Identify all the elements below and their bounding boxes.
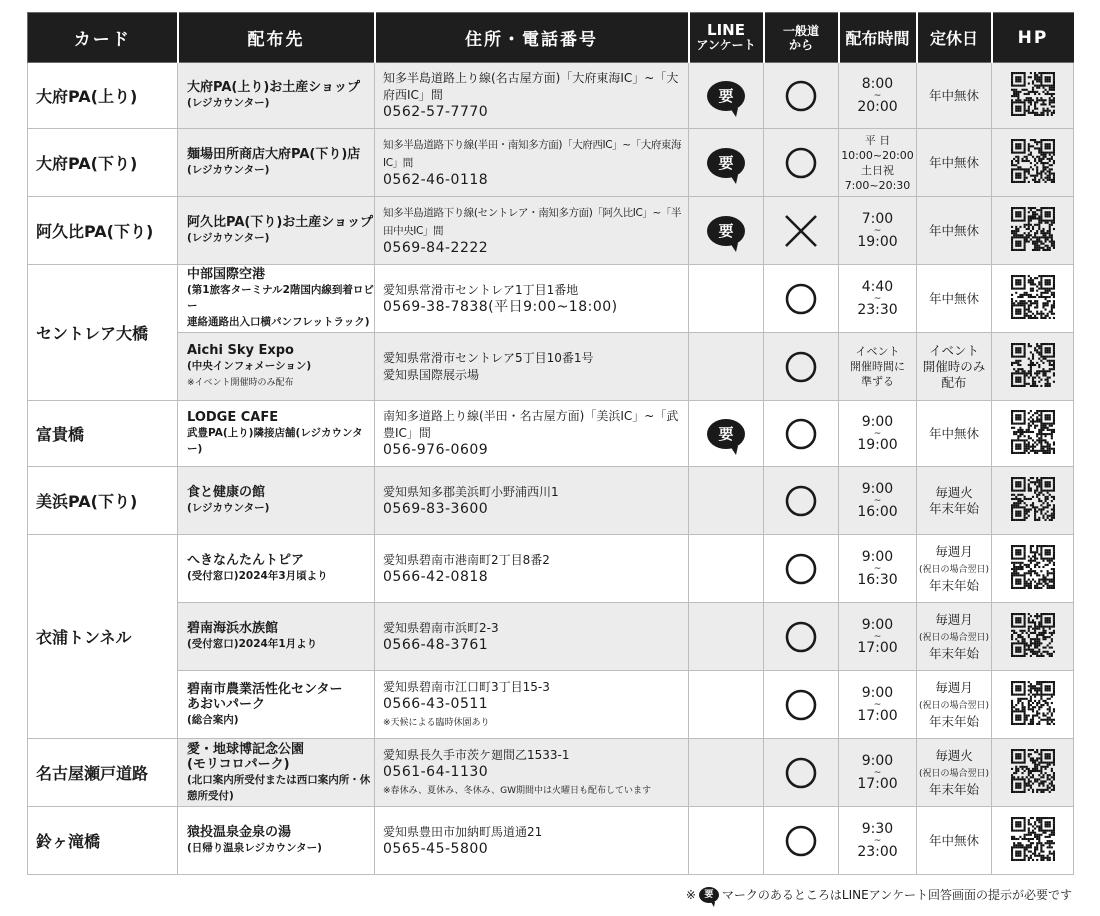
line-survey-cell xyxy=(689,129,764,197)
distributor-cell xyxy=(178,535,375,603)
distributor-cell xyxy=(178,197,375,265)
closed-day: イベント xyxy=(928,342,979,358)
distributor-location: (中央インフォメーション) xyxy=(187,359,312,372)
address: 愛知県常滑市セントレア5丁目10番1号 xyxy=(383,350,594,365)
header-hours: 配布時間 xyxy=(839,13,917,63)
address: 知多半島道路下り線(セントレア・南知多方面)「阿久比IC」~「半田中央IC」間 xyxy=(383,207,682,237)
available-circle-icon xyxy=(784,756,818,790)
hours-open: 7:00 xyxy=(861,210,894,227)
header-line-survey: LINE アンケート xyxy=(689,13,764,63)
closed-days-cell xyxy=(917,603,992,671)
phone-number: 0561-64-1130 xyxy=(383,764,489,780)
footnote-prefix: ※ xyxy=(685,887,696,902)
hours-open: 9:00 xyxy=(861,548,894,565)
address-cell xyxy=(375,467,689,535)
hours-cell xyxy=(839,671,917,739)
public-road-cell xyxy=(764,197,839,265)
hours-cell xyxy=(839,265,917,333)
available-circle-icon xyxy=(784,484,818,518)
footnote xyxy=(686,886,1072,903)
line-required-badge-icon: 要 xyxy=(707,148,745,178)
hours-separator: ~ xyxy=(873,835,882,846)
table-row xyxy=(28,739,1074,807)
address: 愛知県豊田市加納町馬道通21 xyxy=(383,824,543,839)
closed-days-cell xyxy=(917,535,992,603)
qr-code-icon[interactable] xyxy=(1011,749,1055,793)
phone-number: 0562-46-0118 xyxy=(383,172,489,188)
address-2: 愛知県国際展示場 xyxy=(383,367,480,382)
available-circle-icon xyxy=(784,282,818,316)
closed-days-cell xyxy=(917,333,992,401)
distributor-location: (受付窓口)2024年3月頃より xyxy=(187,570,328,582)
hours-separator: ~ xyxy=(873,631,882,642)
hours-line: 7:00~20:30 xyxy=(844,178,911,192)
table-row xyxy=(28,603,1074,671)
header-card: カード xyxy=(28,13,178,63)
hours-open: 9:00 xyxy=(861,480,894,497)
line-required-badge-icon: 要 xyxy=(699,887,719,903)
line-survey-cell xyxy=(689,333,764,401)
closed-days-cell xyxy=(917,129,992,197)
address-cell xyxy=(375,333,689,401)
card-name: セントレア大橋 xyxy=(28,265,178,401)
distributor-name: 大府PA(上り)お土産ショップ xyxy=(187,80,361,95)
hours-close: 19:00 xyxy=(857,233,898,250)
line-survey-cell xyxy=(689,197,764,265)
available-circle-icon xyxy=(784,417,818,451)
distributor-location: (総合案内) xyxy=(187,713,239,726)
hours-cell xyxy=(839,401,917,467)
public-road-cell xyxy=(764,63,839,129)
line-required-badge-icon: 要 xyxy=(707,216,745,246)
hours-close: 17:00 xyxy=(857,707,898,724)
address-cell xyxy=(375,739,689,807)
hours-cell xyxy=(839,739,917,807)
qr-code-icon[interactable] xyxy=(1011,72,1055,116)
line-survey-cell xyxy=(689,603,764,671)
hours-cell xyxy=(839,129,917,197)
line-survey-cell xyxy=(689,671,764,739)
hp-cell xyxy=(992,535,1074,603)
closed-days-cell xyxy=(917,265,992,333)
distributor-name: 碧南海浜水族館 xyxy=(187,621,279,636)
address-cell xyxy=(375,807,689,875)
card-name: 美浜PA(下り) xyxy=(28,467,178,535)
hours-close: 16:00 xyxy=(857,503,898,520)
table-row xyxy=(28,807,1074,875)
distributor-cell xyxy=(178,739,375,807)
phone-number: 0562-57-7770 xyxy=(383,104,489,120)
closed-day-extra: 年末年始 xyxy=(928,713,979,729)
table-row xyxy=(28,401,1074,467)
qr-code-icon[interactable] xyxy=(1011,613,1055,657)
hours-open: 8:00 xyxy=(861,75,894,92)
hp-cell xyxy=(992,739,1074,807)
header-public-road: 一般道 から xyxy=(764,13,839,63)
closed-day-note: 開催時のみ xyxy=(922,358,986,374)
address-cell xyxy=(375,603,689,671)
public-road-cell xyxy=(764,129,839,197)
distributor-name: 食と健康の館 xyxy=(187,485,266,500)
closed-day: 年中無休 xyxy=(928,425,979,441)
distribution-table-sheet xyxy=(27,12,1073,875)
distributor-location: (レジカウンター) xyxy=(187,97,270,109)
hours-cell xyxy=(839,603,917,671)
distributor-cell xyxy=(178,63,375,129)
hours-close: 23:00 xyxy=(857,843,898,860)
distributor-cell xyxy=(178,265,375,333)
table-row xyxy=(28,467,1074,535)
closed-days-cell xyxy=(917,739,992,807)
hours-line: 土日祝 xyxy=(861,163,894,177)
qr-code-icon[interactable] xyxy=(1011,477,1055,521)
hp-cell xyxy=(992,265,1074,333)
closed-day: 年中無休 xyxy=(928,222,979,238)
hours-separator: ~ xyxy=(873,563,882,574)
available-circle-icon xyxy=(784,79,818,113)
hours-cell xyxy=(839,467,917,535)
line-survey-cell xyxy=(689,265,764,333)
closed-day: 毎週月 xyxy=(935,679,973,695)
closed-day: 毎週火 xyxy=(935,747,973,763)
hp-cell xyxy=(992,401,1074,467)
closed-days-cell xyxy=(917,807,992,875)
closed-day: 年中無休 xyxy=(928,290,979,306)
hours-line: 平 日 xyxy=(864,133,891,147)
hours-separator: ~ xyxy=(873,767,882,778)
hp-cell xyxy=(992,671,1074,739)
closed-day-note: (祝日の場合翌日) xyxy=(918,564,990,575)
qr-code-icon[interactable] xyxy=(1011,139,1055,183)
address-cell xyxy=(375,129,689,197)
distributor-cell xyxy=(178,603,375,671)
distributor-cell xyxy=(178,129,375,197)
distributor-location: (受付窓口)2024年1月より xyxy=(187,638,318,650)
public-road-cell xyxy=(764,739,839,807)
distributor-name: 碧南市農業活性化センター xyxy=(187,681,343,697)
phone-number: 056-976-0609 xyxy=(383,442,489,458)
hours-close: 19:00 xyxy=(857,436,898,453)
closed-day: 年中無休 xyxy=(928,154,979,170)
hours-open: 9:00 xyxy=(861,684,894,701)
available-circle-icon xyxy=(784,688,818,722)
phone-number: 0566-43-0511 xyxy=(383,696,489,712)
distributor-location: 武豊PA(上り)隣接店舗(レジカウンター) xyxy=(187,427,363,455)
hours-cell xyxy=(839,63,917,129)
closed-days-cell xyxy=(917,197,992,265)
hours-cell xyxy=(839,535,917,603)
closed-day: 毎週月 xyxy=(935,543,973,559)
closed-day-extra: 年末年始 xyxy=(928,500,979,516)
hp-cell xyxy=(992,603,1074,671)
qr-code-icon[interactable] xyxy=(1011,410,1055,454)
hours-separator: ~ xyxy=(873,293,882,304)
hours-line: イベント xyxy=(855,345,900,358)
closed-days-cell xyxy=(917,671,992,739)
distributor-cell xyxy=(178,807,375,875)
closed-day: 年中無休 xyxy=(928,832,979,848)
public-road-cell xyxy=(764,265,839,333)
hours-close: 23:30 xyxy=(857,301,898,318)
qr-code-icon[interactable] xyxy=(1011,545,1055,589)
closed-day-note: (祝日の場合翌日) xyxy=(918,768,990,779)
closed-day: 毎週月 xyxy=(935,611,973,627)
hp-cell xyxy=(992,197,1074,265)
header-distributor: 配布先 xyxy=(178,13,375,63)
public-road-cell xyxy=(764,807,839,875)
header-closed: 定休日 xyxy=(917,13,992,63)
closed-days-cell xyxy=(917,467,992,535)
distributor-cell xyxy=(178,467,375,535)
qr-code-icon[interactable] xyxy=(1011,343,1055,387)
distributor-location: (北口案内所受付または西口案内所・休憩所受付) xyxy=(187,773,371,802)
line-survey-cell xyxy=(689,535,764,603)
address-cell xyxy=(375,197,689,265)
line-survey-cell xyxy=(689,807,764,875)
phone-number: 0569-38-7838(平日9:00~18:00) xyxy=(383,298,618,315)
card-name: 大府PA(上り) xyxy=(28,63,178,129)
qr-code-icon[interactable] xyxy=(1011,681,1055,725)
phone-number: 0569-83-3600 xyxy=(383,500,489,517)
card-name: 鈴ヶ滝橋 xyxy=(28,807,178,875)
distributor-location: (日帰り温泉レジカウンター) xyxy=(187,842,322,854)
table-row xyxy=(28,333,1074,401)
distributor-name: へきなんたんトピア xyxy=(187,553,305,568)
address: 愛知県知多郡美浜町小野浦西川1 xyxy=(383,484,559,499)
phone-number: 0565-45-5800 xyxy=(383,840,489,857)
address-cell xyxy=(375,265,689,333)
distributor-name: 愛・地球博記念公園 xyxy=(187,741,305,757)
hours-cell xyxy=(839,807,917,875)
distributor-name-2: あおいパーク xyxy=(187,696,266,712)
table-row xyxy=(28,265,1074,333)
hours-line: 10:00~20:00 xyxy=(841,148,914,162)
public-road-cell xyxy=(764,671,839,739)
closed-days-cell xyxy=(917,63,992,129)
public-road-cell xyxy=(764,603,839,671)
distributor-name-2: (モリコロパーク) xyxy=(187,756,290,772)
line-required-badge-icon: 要 xyxy=(707,419,745,449)
closed-day-extra: 年末年始 xyxy=(928,577,979,593)
qr-code-icon[interactable] xyxy=(1011,817,1055,861)
table-row xyxy=(28,197,1074,265)
closed-day-note: (祝日の場合翌日) xyxy=(918,632,990,643)
hours-close: 17:00 xyxy=(857,775,898,792)
hours-open: 9:00 xyxy=(861,752,894,769)
address: 愛知県碧南市江口町3丁目15-3 xyxy=(383,680,550,694)
hours-close: 17:00 xyxy=(857,639,898,656)
address: 愛知県碧南市浜町2-3 xyxy=(383,620,499,635)
distributor-location: (レジカウンター) xyxy=(187,232,270,244)
hours-open: 9:00 xyxy=(861,413,894,430)
closed-day: 年中無休 xyxy=(928,87,979,103)
distributor-name: 中部国際空港 xyxy=(187,267,266,282)
available-circle-icon xyxy=(784,146,818,180)
distributor-cell xyxy=(178,333,375,401)
closed-day-note: (祝日の場合翌日) xyxy=(918,700,990,711)
line-required-badge-icon: 要 xyxy=(707,81,745,111)
hp-cell xyxy=(992,63,1074,129)
address-cell xyxy=(375,535,689,603)
line-survey-cell xyxy=(689,401,764,467)
address-note: ※天候による臨時休園あり xyxy=(383,718,490,728)
footnote-text: マークのあるところはLINEアンケート回答画面の提示が必要です xyxy=(721,888,1072,902)
table-row xyxy=(28,63,1074,129)
hp-cell xyxy=(992,333,1074,401)
distributor-location-2: 連絡通路出入口横パンフレットラック) xyxy=(187,316,370,328)
unavailable-cross-icon xyxy=(783,213,819,249)
address-cell xyxy=(375,401,689,467)
closed-day-extra: 年末年始 xyxy=(928,645,979,661)
address: 南知多道路上り線(半田・名古屋方面)「美浜IC」~「武豊IC」間 xyxy=(383,409,679,440)
address-note: ※春休み、夏休み、冬休み、GW期間中は火曜日も配布しています xyxy=(383,786,652,796)
distributor-name: 猿投温泉金泉の湯 xyxy=(187,825,292,840)
card-name: 阿久比PA(下り) xyxy=(28,197,178,265)
hours-open: 4:40 xyxy=(861,278,894,295)
distributor-name: 麺場田所商店大府PA(下り)店 xyxy=(187,147,361,162)
hours-line: 準ずる xyxy=(861,375,894,388)
distributor-note: ※イベント開催時のみ配布 xyxy=(187,377,294,388)
address: 愛知県長久手市茨ケ廻間乙1533-1 xyxy=(383,748,570,762)
table-row xyxy=(28,129,1074,197)
line-survey-cell xyxy=(689,63,764,129)
address: 知多半島道路下り線(半田・南知多方面)「大府西IC」~「大府東海IC」間 xyxy=(383,139,682,169)
table-row xyxy=(28,535,1074,603)
distributor-location: (レジカウンター) xyxy=(187,502,270,514)
distribution-table xyxy=(27,12,1074,875)
public-road-cell xyxy=(764,467,839,535)
hp-cell xyxy=(992,129,1074,197)
public-road-cell xyxy=(764,401,839,467)
distributor-cell xyxy=(178,671,375,739)
address: 愛知県碧南市港南町2丁目8番2 xyxy=(383,552,550,567)
available-circle-icon xyxy=(784,552,818,586)
phone-number: 0566-48-3761 xyxy=(383,636,489,653)
address-cell xyxy=(375,63,689,129)
card-name: 富貴橋 xyxy=(28,401,178,467)
hours-close: 20:00 xyxy=(857,98,898,115)
closed-day: 毎週火 xyxy=(935,484,973,500)
hours-open: 9:30 xyxy=(861,820,894,837)
address-cell xyxy=(375,671,689,739)
closed-day-extra: 配布 xyxy=(941,374,967,390)
closed-day-extra: 年末年始 xyxy=(928,781,979,797)
table-row xyxy=(28,671,1074,739)
distributor-name: LODGE CAFE xyxy=(187,410,279,425)
address: 愛知県常滑市セントレア1丁目1番地 xyxy=(383,282,579,297)
hours-separator: ~ xyxy=(873,90,882,101)
distributor-name: Aichi Sky Expo xyxy=(187,342,294,358)
line-survey-cell xyxy=(689,467,764,535)
address: 知多半島道路上り線(名古屋方面)「大府東海IC」~「大府西IC」間 xyxy=(383,71,679,102)
hours-separator: ~ xyxy=(873,428,882,439)
phone-number: 0566-42-0818 xyxy=(383,568,489,585)
distributor-cell xyxy=(178,401,375,467)
header-row xyxy=(28,13,1074,63)
hours-close: 16:30 xyxy=(857,571,898,588)
header-address-phone: 住所・電話番号 xyxy=(375,13,689,63)
header-hp: HP xyxy=(992,13,1074,63)
distributor-name: 阿久比PA(下り)お土産ショップ xyxy=(187,215,374,230)
line-survey-cell xyxy=(689,739,764,807)
qr-code-icon[interactable] xyxy=(1011,207,1055,251)
hours-separator: ~ xyxy=(873,225,882,236)
public-road-cell xyxy=(764,333,839,401)
hours-separator: ~ xyxy=(873,495,882,506)
phone-number: 0569-84-2222 xyxy=(383,240,489,256)
available-circle-icon xyxy=(784,824,818,858)
closed-days-cell xyxy=(917,401,992,467)
hours-separator: ~ xyxy=(873,699,882,710)
hp-cell xyxy=(992,807,1074,875)
card-name: 衣浦トンネル xyxy=(28,535,178,739)
hours-cell xyxy=(839,333,917,401)
hours-open: 9:00 xyxy=(861,616,894,633)
distributor-location: (レジカウンター) xyxy=(187,164,270,176)
available-circle-icon xyxy=(784,620,818,654)
card-name: 名古屋瀬戸道路 xyxy=(28,739,178,807)
hp-cell xyxy=(992,467,1074,535)
card-name: 大府PA(下り) xyxy=(28,129,178,197)
available-circle-icon xyxy=(784,350,818,384)
hours-cell xyxy=(839,197,917,265)
hours-line: 開催時間に xyxy=(850,360,905,373)
qr-code-icon[interactable] xyxy=(1011,275,1055,319)
public-road-cell xyxy=(764,535,839,603)
distributor-location: (第1旅客ターミナル2階国内線到着ロビー xyxy=(187,284,374,312)
